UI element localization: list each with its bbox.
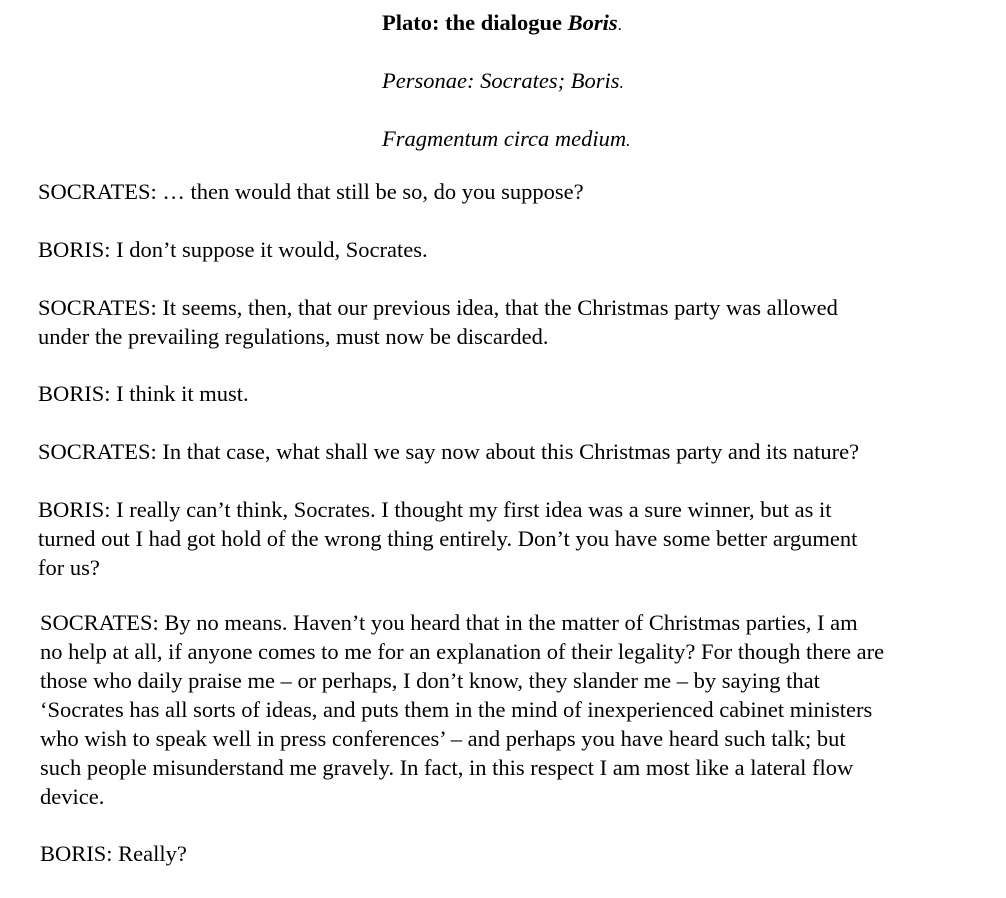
fragment-period: .: [626, 131, 631, 150]
dialogue-paragraph-2: [38, 235, 428, 264]
paragraph-line: BORIS: I think it must.: [38, 381, 249, 406]
paragraph-line: BORIS: I really can’t think, Socrates. I thought my first idea was a sure winner, but as it: [38, 497, 832, 522]
personae-line: [382, 66, 624, 97]
personae-period: .: [619, 73, 624, 92]
dialogue-paragraph-4: [38, 379, 249, 408]
paragraph-line: SOCRATES: It seems, then, that our previous idea, that the Christmas party was allowed: [38, 295, 838, 320]
document-title: [382, 8, 622, 39]
paragraph-line: SOCRATES: … then would that still be so, do you suppose?: [38, 179, 584, 204]
paragraph-line: for us?: [38, 555, 100, 580]
paragraph-line: those who daily praise me – or perhaps, I don’t know, they slander me – by saying that: [40, 668, 820, 693]
title-name: Boris: [567, 10, 618, 35]
fragment-text: Fragmentum circa medium: [382, 126, 627, 151]
paragraph-line: SOCRATES: By no means. Haven’t you heard that in the matter of Christmas parties, I am: [40, 610, 858, 635]
paragraph-line: turned out I had got hold of the wrong thing entirely. Don’t you have some better argument: [38, 526, 858, 551]
paragraph-line: under the prevailing regulations, must now be discarded.: [38, 324, 549, 349]
dialogue-paragraph-1: [38, 177, 584, 206]
paragraph-line: BORIS: Really?: [40, 841, 187, 866]
dialogue-paragraph-6: [38, 495, 857, 582]
paragraph-line: BORIS: I don’t suppose it would, Socrates.: [38, 237, 428, 262]
paragraph-line: no help at all, if anyone comes to me for an explanation of their legality? For though there are: [40, 639, 885, 664]
dialogue-paragraph-8: [40, 839, 187, 868]
dialogue-paragraph-3: [38, 293, 838, 351]
title-prefix: Plato: the dialogue: [382, 10, 568, 35]
dialogue-paragraph-5: [38, 437, 859, 466]
title-period: .: [617, 15, 622, 34]
personae-text: Personae: Socrates; Boris: [382, 68, 620, 93]
paragraph-line: ‘Socrates has all sorts of ideas, and puts them in the mind of inexperienced cabinet ministers: [40, 697, 873, 722]
fragment-line: [382, 124, 630, 155]
paragraph-line: SOCRATES: In that case, what shall we say now about this Christmas party and its nature?: [38, 439, 860, 464]
paragraph-line: device.: [40, 784, 105, 809]
dialogue-paragraph-7: [40, 608, 884, 811]
paragraph-line: such people misunderstand me gravely. In fact, in this respect I am most like a lateral flow: [40, 755, 854, 780]
paragraph-line: who wish to speak well in press conferences’ – and perhaps you have heard such talk; but: [40, 726, 846, 751]
